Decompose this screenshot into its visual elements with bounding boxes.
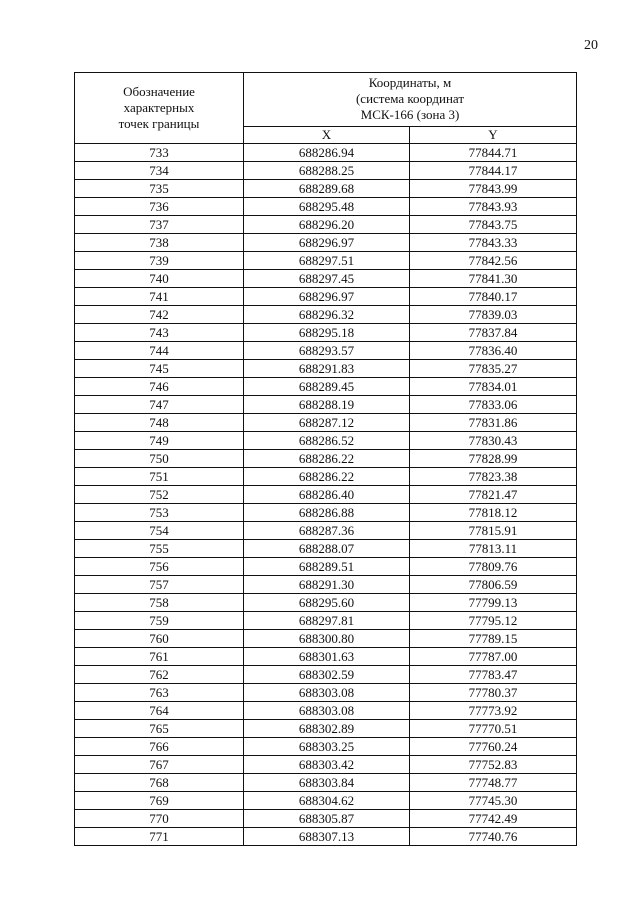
y-coordinate-cell: 77789.15 bbox=[410, 630, 577, 648]
point-cell: 736 bbox=[75, 198, 244, 216]
point-cell: 758 bbox=[75, 594, 244, 612]
point-cell: 741 bbox=[75, 288, 244, 306]
y-coordinate-cell: 77840.17 bbox=[410, 288, 577, 306]
table-row bbox=[75, 504, 577, 522]
y-coordinate-cell: 77842.56 bbox=[410, 252, 577, 270]
y-coordinate-cell: 77837.84 bbox=[410, 324, 577, 342]
point-cell: 746 bbox=[75, 378, 244, 396]
y-coordinate-cell: 77752.83 bbox=[410, 756, 577, 774]
table-row bbox=[75, 540, 577, 558]
table-row bbox=[75, 486, 577, 504]
point-cell: 753 bbox=[75, 504, 244, 522]
x-coordinate-cell: 688305.87 bbox=[244, 810, 410, 828]
header-coords-line-3: МСК-166 (зона 3) bbox=[360, 107, 460, 123]
y-coordinate-cell: 77783.47 bbox=[410, 666, 577, 684]
point-cell: 752 bbox=[75, 486, 244, 504]
x-coordinate-cell: 688300.80 bbox=[244, 630, 410, 648]
point-cell: 734 bbox=[75, 162, 244, 180]
point-cell: 740 bbox=[75, 270, 244, 288]
y-coordinate-cell: 77843.99 bbox=[410, 180, 577, 198]
y-coordinate-cell: 77795.12 bbox=[410, 612, 577, 630]
y-coordinate-cell: 77834.01 bbox=[410, 378, 577, 396]
point-cell: 742 bbox=[75, 306, 244, 324]
header-point-line-3: точек границы bbox=[118, 116, 200, 131]
table-row bbox=[75, 450, 577, 468]
point-cell: 751 bbox=[75, 468, 244, 486]
point-cell: 771 bbox=[75, 828, 244, 846]
y-coordinate-cell: 77843.75 bbox=[410, 216, 577, 234]
table-row bbox=[75, 378, 577, 396]
table-row bbox=[75, 756, 577, 774]
y-coordinate-cell: 77745.30 bbox=[410, 792, 577, 810]
table-row bbox=[75, 720, 577, 738]
table-row bbox=[75, 360, 577, 378]
x-coordinate-cell: 688286.22 bbox=[244, 450, 410, 468]
point-cell: 755 bbox=[75, 540, 244, 558]
table-row bbox=[75, 288, 577, 306]
x-coordinate-cell: 688297.81 bbox=[244, 612, 410, 630]
table-row bbox=[75, 396, 577, 414]
point-cell: 749 bbox=[75, 432, 244, 450]
table-row bbox=[75, 198, 577, 216]
table-row bbox=[75, 252, 577, 270]
table-body bbox=[75, 144, 577, 846]
x-coordinate-cell: 688303.84 bbox=[244, 774, 410, 792]
x-coordinate-cell: 688289.51 bbox=[244, 558, 410, 576]
header-y: Y bbox=[410, 126, 577, 143]
page-number: 20 bbox=[584, 38, 598, 53]
y-coordinate-cell: 77818.12 bbox=[410, 504, 577, 522]
y-coordinate-cell: 77843.33 bbox=[410, 234, 577, 252]
x-coordinate-cell: 688289.68 bbox=[244, 180, 410, 198]
y-coordinate-cell: 77828.99 bbox=[410, 450, 577, 468]
x-coordinate-cell: 688296.32 bbox=[244, 306, 410, 324]
table-row bbox=[75, 792, 577, 810]
x-coordinate-cell: 688287.12 bbox=[244, 414, 410, 432]
x-coordinate-cell: 688304.62 bbox=[244, 792, 410, 810]
point-cell: 744 bbox=[75, 342, 244, 360]
y-coordinate-cell: 77835.27 bbox=[410, 360, 577, 378]
y-coordinate-cell: 77773.92 bbox=[410, 702, 577, 720]
x-coordinate-cell: 688289.45 bbox=[244, 378, 410, 396]
point-cell: 757 bbox=[75, 576, 244, 594]
x-coordinate-cell: 688291.30 bbox=[244, 576, 410, 594]
y-coordinate-cell: 77844.71 bbox=[410, 144, 577, 162]
table-row bbox=[75, 324, 577, 342]
y-coordinate-cell: 77740.76 bbox=[410, 828, 577, 846]
y-coordinate-cell: 77742.49 bbox=[410, 810, 577, 828]
x-coordinate-cell: 688293.57 bbox=[244, 342, 410, 360]
table-row bbox=[75, 576, 577, 594]
y-coordinate-cell: 77760.24 bbox=[410, 738, 577, 756]
x-coordinate-cell: 688296.97 bbox=[244, 288, 410, 306]
x-coordinate-cell: 688295.48 bbox=[244, 198, 410, 216]
x-coordinate-cell: 688303.25 bbox=[244, 738, 410, 756]
y-coordinate-cell: 77770.51 bbox=[410, 720, 577, 738]
point-cell: 766 bbox=[75, 738, 244, 756]
point-cell: 743 bbox=[75, 324, 244, 342]
table-row bbox=[75, 144, 577, 162]
header-coordinates bbox=[244, 73, 577, 127]
table-row bbox=[75, 414, 577, 432]
point-cell: 735 bbox=[75, 180, 244, 198]
table-row bbox=[75, 234, 577, 252]
header-coords-line-2: (система координат bbox=[355, 91, 465, 107]
point-cell: 745 bbox=[75, 360, 244, 378]
point-cell: 754 bbox=[75, 522, 244, 540]
table-row bbox=[75, 612, 577, 630]
table-row bbox=[75, 630, 577, 648]
header-point-line-2: характерных bbox=[123, 100, 195, 115]
x-coordinate-cell: 688295.60 bbox=[244, 594, 410, 612]
y-coordinate-cell: 77839.03 bbox=[410, 306, 577, 324]
coordinates-table bbox=[74, 72, 577, 846]
point-cell: 747 bbox=[75, 396, 244, 414]
point-cell: 763 bbox=[75, 684, 244, 702]
point-cell: 750 bbox=[75, 450, 244, 468]
y-coordinate-cell: 77809.76 bbox=[410, 558, 577, 576]
point-cell: 765 bbox=[75, 720, 244, 738]
y-coordinate-cell: 77830.43 bbox=[410, 432, 577, 450]
x-coordinate-cell: 688288.07 bbox=[244, 540, 410, 558]
y-coordinate-cell: 77833.06 bbox=[410, 396, 577, 414]
y-coordinate-cell: 77806.59 bbox=[410, 576, 577, 594]
point-cell: 769 bbox=[75, 792, 244, 810]
x-coordinate-cell: 688302.59 bbox=[244, 666, 410, 684]
point-cell: 756 bbox=[75, 558, 244, 576]
point-cell: 759 bbox=[75, 612, 244, 630]
x-coordinate-cell: 688296.97 bbox=[244, 234, 410, 252]
table-row bbox=[75, 558, 577, 576]
header-point-line-1: Обозначение bbox=[123, 84, 195, 99]
table-row bbox=[75, 648, 577, 666]
point-cell: 761 bbox=[75, 648, 244, 666]
table-row bbox=[75, 666, 577, 684]
table-row bbox=[75, 522, 577, 540]
y-coordinate-cell: 77843.93 bbox=[410, 198, 577, 216]
table-row bbox=[75, 774, 577, 792]
y-coordinate-cell: 77780.37 bbox=[410, 684, 577, 702]
y-coordinate-cell: 77813.11 bbox=[410, 540, 577, 558]
x-coordinate-cell: 688287.36 bbox=[244, 522, 410, 540]
x-coordinate-cell: 688302.89 bbox=[244, 720, 410, 738]
table-row bbox=[75, 810, 577, 828]
header-point-designation bbox=[75, 73, 244, 144]
x-coordinate-cell: 688297.51 bbox=[244, 252, 410, 270]
table-row bbox=[75, 216, 577, 234]
y-coordinate-cell: 77815.91 bbox=[410, 522, 577, 540]
point-cell: 770 bbox=[75, 810, 244, 828]
y-coordinate-cell: 77787.00 bbox=[410, 648, 577, 666]
x-coordinate-cell: 688291.83 bbox=[244, 360, 410, 378]
y-coordinate-cell: 77821.47 bbox=[410, 486, 577, 504]
table-row bbox=[75, 468, 577, 486]
table-row bbox=[75, 594, 577, 612]
table-row bbox=[75, 432, 577, 450]
point-cell: 760 bbox=[75, 630, 244, 648]
point-cell: 733 bbox=[75, 144, 244, 162]
x-coordinate-cell: 688307.13 bbox=[244, 828, 410, 846]
table-row bbox=[75, 270, 577, 288]
y-coordinate-cell: 77836.40 bbox=[410, 342, 577, 360]
y-coordinate-cell: 77799.13 bbox=[410, 594, 577, 612]
x-coordinate-cell: 688303.08 bbox=[244, 684, 410, 702]
x-coordinate-cell: 688295.18 bbox=[244, 324, 410, 342]
table-row bbox=[75, 738, 577, 756]
x-coordinate-cell: 688286.94 bbox=[244, 144, 410, 162]
x-coordinate-cell: 688286.22 bbox=[244, 468, 410, 486]
table-row bbox=[75, 342, 577, 360]
y-coordinate-cell: 77823.38 bbox=[410, 468, 577, 486]
x-coordinate-cell: 688301.63 bbox=[244, 648, 410, 666]
y-coordinate-cell: 77748.77 bbox=[410, 774, 577, 792]
point-cell: 737 bbox=[75, 216, 244, 234]
point-cell: 768 bbox=[75, 774, 244, 792]
header-coords-line-1: Координаты, м bbox=[368, 75, 452, 91]
header-x: X bbox=[244, 126, 410, 143]
x-coordinate-cell: 688286.52 bbox=[244, 432, 410, 450]
point-cell: 762 bbox=[75, 666, 244, 684]
table-row bbox=[75, 702, 577, 720]
table-row bbox=[75, 306, 577, 324]
y-coordinate-cell: 77831.86 bbox=[410, 414, 577, 432]
y-coordinate-cell: 77844.17 bbox=[410, 162, 577, 180]
x-coordinate-cell: 688296.20 bbox=[244, 216, 410, 234]
point-cell: 767 bbox=[75, 756, 244, 774]
point-cell: 738 bbox=[75, 234, 244, 252]
x-coordinate-cell: 688286.40 bbox=[244, 486, 410, 504]
table-row bbox=[75, 162, 577, 180]
y-coordinate-cell: 77841.30 bbox=[410, 270, 577, 288]
x-coordinate-cell: 688297.45 bbox=[244, 270, 410, 288]
point-cell: 748 bbox=[75, 414, 244, 432]
point-cell: 739 bbox=[75, 252, 244, 270]
x-coordinate-cell: 688303.42 bbox=[244, 756, 410, 774]
x-coordinate-cell: 688303.08 bbox=[244, 702, 410, 720]
x-coordinate-cell: 688288.25 bbox=[244, 162, 410, 180]
table-row bbox=[75, 828, 577, 846]
x-coordinate-cell: 688286.88 bbox=[244, 504, 410, 522]
table-row bbox=[75, 180, 577, 198]
table-row bbox=[75, 684, 577, 702]
x-coordinate-cell: 688288.19 bbox=[244, 396, 410, 414]
point-cell: 764 bbox=[75, 702, 244, 720]
